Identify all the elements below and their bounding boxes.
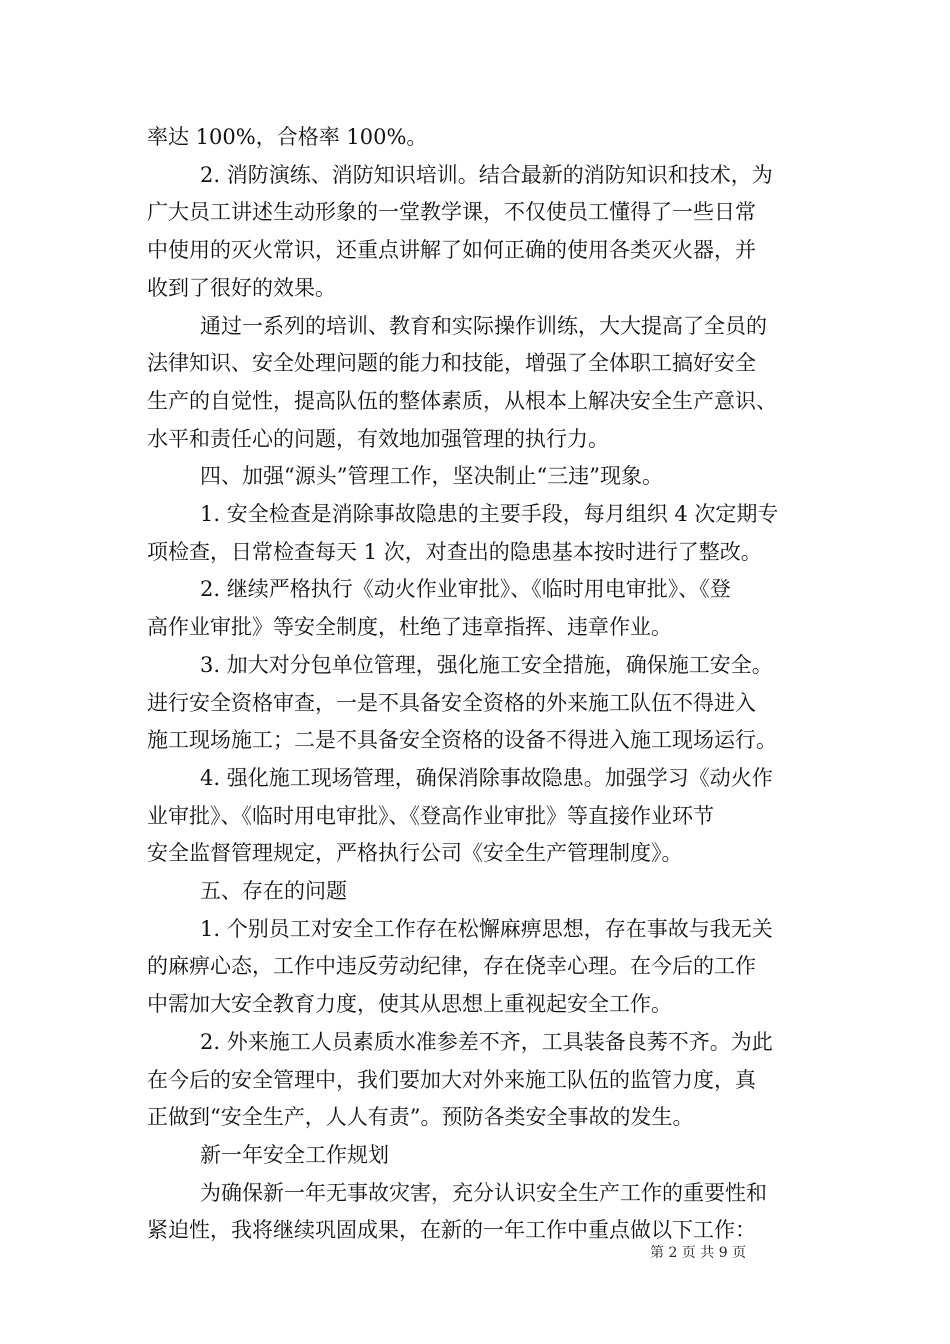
text-line: 正做到“安全生产，人人有责”。预防各类安全事故的发生。 [147, 1105, 694, 1129]
text-line: 施工现场施工；二是不具备安全资格的设备不得进入施工现场运行。 [147, 728, 777, 752]
text-line: 广大员工讲述生动形象的一堂教学课，不仅使员工懂得了一些日常 [147, 200, 756, 224]
text-line: 中使用的灭火常识，还重点讲解了如何正确的使用各类灭火器，并 [147, 238, 756, 262]
text-line: 2. 继续严格执行《动火作业审批》、《临时用电审批》、《登 [200, 577, 731, 601]
text-line: 收到了很好的效果。 [147, 276, 336, 300]
section-heading: 四、加强“源头”管理工作，坚决制止“三违”现象。 [200, 464, 663, 488]
text-line: 生产的自觉性，提高队伍的整体素质，从根本上解决安全生产意识、 [147, 389, 777, 413]
section-heading: 五、存在的问题 [200, 879, 347, 903]
text-line: 安全监督管理规定，严格执行公司《安全生产管理制度》。 [147, 841, 683, 865]
text-line: 的麻痹心态，工作中违反劳动纪律，存在侥幸心理。在今后的工作 [147, 954, 756, 978]
page-number: 第 2 页 共 9 页 [650, 1245, 747, 1261]
text-line: 2. 消防演练、消防知识培训。结合最新的消防知识和技术，为 [200, 163, 773, 187]
text-line: 进行安全资格审查，一是不具备安全资格的外来施工队伍不得进入 [147, 691, 756, 715]
text-line: 水平和责任心的问题，有效地加强管理的执行力。 [147, 427, 609, 451]
text-line: 1. 安全检查是消除事故隐患的主要手段，每月组织 4 次定期专 [200, 502, 779, 526]
text-line: 3. 加大对分包单位管理，强化施工安全措施，确保施工安全。 [200, 653, 773, 677]
text-line: 法律知识、安全处理问题的能力和技能，增强了全体职工搞好安全 [147, 351, 756, 375]
text-line: 1. 个别员工对安全工作存在松懈麻痹思想，存在事故与我无关 [200, 917, 773, 941]
section-heading: 新一年安全工作规划 [200, 1143, 389, 1167]
text-line: 2. 外来施工人员素质水准参差不齐，工具装备良莠不齐。为此 [200, 1030, 773, 1054]
text-line: 中需加大安全教育力度，使其从思想上重视起安全工作。 [147, 992, 672, 1016]
text-line: 紧迫性，我将继续巩固成果，在新的一年工作中重点做以下工作： [147, 1218, 756, 1242]
text-line: 高作业审批》等安全制度，杜绝了违章指挥、违章作业。 [147, 615, 672, 639]
text-line: 通过一系列的培训、教育和实际操作训练，大大提高了全员的 [200, 314, 767, 338]
text-line: 为确保新一年无事故灾害，充分认识安全生产工作的重要性和 [200, 1181, 767, 1205]
text-line: 4. 强化施工现场管理，确保消除事故隐患。加强学习《动火作 [200, 766, 773, 790]
text-line: 率达 100%，合格率 100%。 [147, 125, 428, 149]
text-line: 业审批》、《临时用电审批》、《登高作业审批》等直接作业环节 [147, 804, 714, 828]
text-line: 项检查，日常检查每天 1 次，对查出的隐患基本按时进行了整改。 [147, 540, 762, 564]
text-line: 在今后的安全管理中，我们要加大对外来施工队伍的监管力度，真 [147, 1068, 756, 1092]
